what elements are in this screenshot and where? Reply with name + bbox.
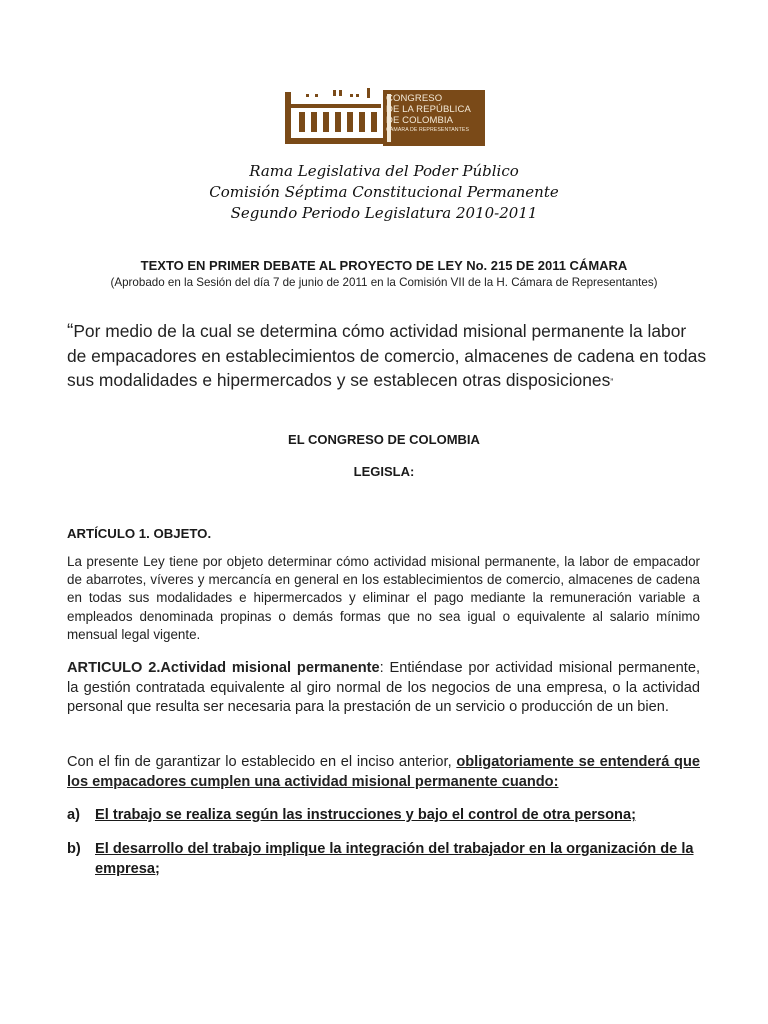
articulo-1-title: ARTÍCULO 1. OBJETO. bbox=[67, 526, 212, 541]
list-item-marker: b) bbox=[67, 841, 81, 857]
list-item bbox=[67, 840, 700, 879]
logo-line-4: CÁMARA DE REPRESENTANTES bbox=[386, 127, 470, 133]
logo-line-2: DE LA REPÚBLICA bbox=[386, 104, 471, 115]
articulo-2-lead: ARTICULO 2. bbox=[67, 660, 161, 676]
inciso-text: Con el fin de garantizar lo establecido en el inciso anterior, bbox=[67, 754, 457, 770]
congreso-heading: EL CONGRESO DE COLOMBIA bbox=[288, 432, 480, 447]
quote-text: Por medio de la cual se determina cómo actividad misional permanente la labor de empacadores en establecimientos de comercio, almacenes de cadena en todas sus modalidades e hipermercados y se establecen otras disposiciones bbox=[67, 321, 707, 390]
list-item bbox=[67, 806, 700, 826]
articulo-1-text: La presente Ley tiene por objeto determinar cómo actividad misional permanente, la labor de empacador de abarrotes, víveres y mercancía en general en los establecimientos de comercio, almacenes de cadena en todas sus modalidades e hipermercados y eliminar el pago mediante la remuneración variable a empleados denominada propinas o demás formas que no sea igual o equivalente al salario mínimo mensual legal vigente. bbox=[67, 554, 700, 642]
logo-line-3: DE COLOMBIA bbox=[386, 115, 454, 126]
texto-subtitle: (Aprobado en la Sesión del día 7 de junio de 2011 en la Comisión VII de la H. Cámara de Representantes) bbox=[110, 276, 658, 289]
list-item-text: El desarrollo del trabajo implique la integración del trabajador en la organización de la empresa; bbox=[95, 841, 694, 877]
header-line-3: Segundo Periodo Legislatura 2010-2011 bbox=[230, 204, 538, 222]
articulo-2-text: : Entiéndase por actividad misional permanente, la gestión contratada equivalente al giro normal de los negocios de una empresa, o la actividad personal que resulta ser necesaria para la prestación de un servicio o producción de un bien. bbox=[67, 660, 700, 716]
articulo-2-paragraph bbox=[67, 659, 700, 718]
bill-title-quote bbox=[67, 319, 707, 394]
articulo-2-heading: Actividad misional permanente bbox=[160, 660, 380, 676]
document-header bbox=[0, 161, 768, 224]
header-line-2: Comisión Séptima Constitucional Permanente bbox=[209, 183, 559, 201]
logo-line-1: CONGRESO bbox=[386, 93, 443, 104]
list-item-marker: a) bbox=[67, 807, 80, 823]
list-item-text: El trabajo se realiza según las instrucciones y bajo el control de otra persona; bbox=[95, 807, 636, 823]
quote-close: ” bbox=[610, 377, 614, 387]
logo-text bbox=[386, 93, 486, 134]
texto-title: TEXTO EN PRIMER DEBATE AL PROYECTO DE LEY No. 215 DE 2011 CÁMARA bbox=[140, 258, 628, 273]
legisla-heading: LEGISLA: bbox=[353, 464, 415, 479]
quote-open: “ bbox=[67, 321, 74, 342]
inciso-paragraph bbox=[67, 753, 700, 792]
header-line-1: Rama Legislativa del Poder Público bbox=[249, 162, 519, 180]
inciso-emphasis: obligatoriamente se entenderá que los empacadores cumplen una actividad misional permanente cuando: bbox=[67, 754, 700, 790]
